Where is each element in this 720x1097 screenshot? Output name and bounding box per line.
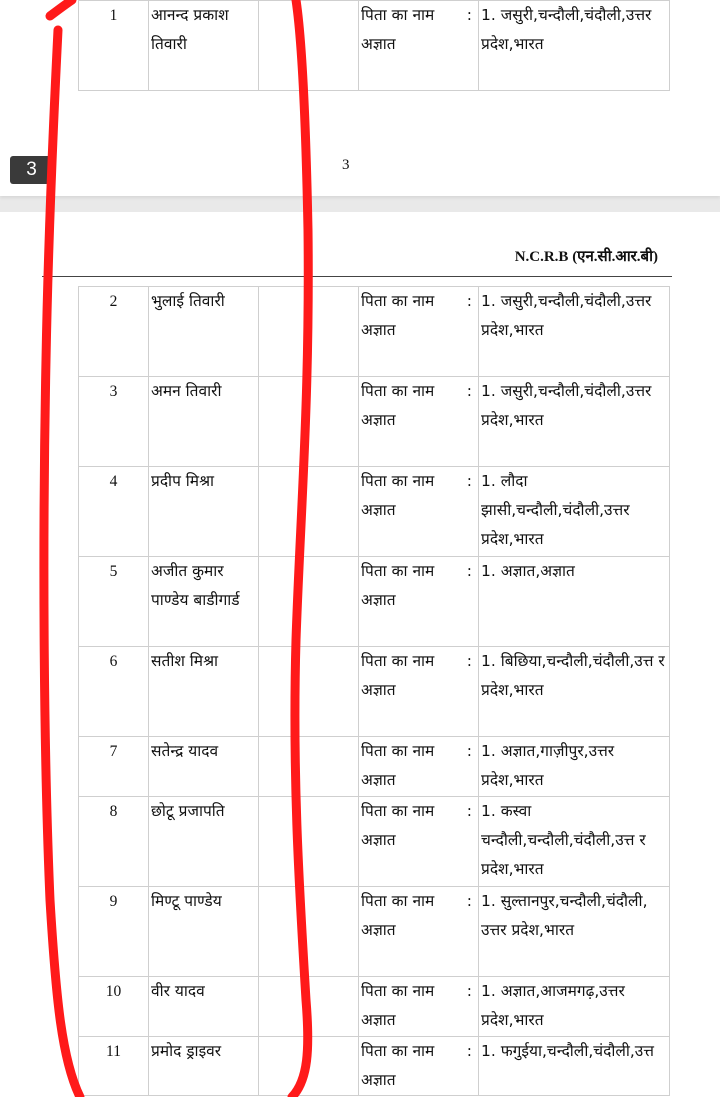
relation-label: पिता का नाम	[361, 292, 435, 310]
table-row	[79, 377, 670, 467]
records-table-top	[78, 0, 670, 91]
address: 1. बिछिया,चन्दौली,चंदौली,उत्त र प्रदेश,भारत	[479, 647, 670, 737]
page-number: 3	[342, 157, 350, 173]
address: 1. सुल्तानपुर,चन्दौली,चंदौली, उत्तर प्रदेश,भारत	[479, 887, 670, 977]
empty-cell	[259, 797, 359, 887]
address: 1. जसुरी,चन्दौली,चंदौली,उत्तर प्रदेश,भारत	[479, 287, 670, 377]
relation-label: पिता का नाम	[361, 892, 435, 910]
table-row	[79, 557, 670, 647]
person-name: सतीश मिश्रा	[149, 647, 259, 737]
address: 1. फगुईया,चन्दौली,चंदौली,उत्त	[479, 1037, 670, 1096]
relation-label: पिता का नाम	[361, 6, 435, 24]
relation-label: पिता का नाम	[361, 382, 435, 400]
relation-label: पिता का नाम	[361, 562, 435, 580]
relation-value: अज्ञात	[361, 1071, 396, 1089]
person-name: भुलाई तिवारी	[149, 287, 259, 377]
relation-cell	[359, 377, 479, 467]
empty-cell	[259, 1, 359, 91]
relation-label: पिता का नाम	[361, 1042, 435, 1060]
address: 1. अज्ञात,अज्ञात	[479, 557, 670, 647]
serial-number: 6	[79, 647, 149, 737]
table-row	[79, 887, 670, 977]
empty-cell	[259, 737, 359, 797]
relation-label: पिता का नाम	[361, 742, 435, 760]
empty-cell	[259, 377, 359, 467]
page-indicator-badge: 3	[10, 156, 53, 184]
table-row	[79, 287, 670, 377]
relation-colon: :	[466, 6, 472, 24]
relation-value: अज्ञात	[361, 321, 396, 339]
table-row	[79, 797, 670, 887]
relation-colon: :	[466, 802, 472, 820]
relation-colon: :	[466, 742, 472, 760]
relation-cell	[359, 1037, 479, 1096]
ncrb-header: N.C.R.B (एन.सी.आर.बी)	[514, 249, 658, 265]
table-row	[79, 737, 670, 797]
relation-value: अज्ञात	[361, 921, 396, 939]
serial-number: 1	[79, 1, 149, 91]
serial-number: 4	[79, 467, 149, 557]
relation-colon: :	[466, 982, 472, 1000]
empty-cell	[259, 887, 359, 977]
relation-cell	[359, 287, 479, 377]
person-name: प्रमोद ड्राइवर	[149, 1037, 259, 1096]
relation-value: अज्ञात	[361, 681, 396, 699]
relation-cell	[359, 647, 479, 737]
relation-label: पिता का नाम	[361, 982, 435, 1000]
address: 1. जसुरी,चन्दौली,चंदौली,उत्तर प्रदेश,भारत	[479, 377, 670, 467]
person-name: छोटू प्रजापति	[149, 797, 259, 887]
address: 1. जसुरी,चन्दौली,चंदौली,उत्तर प्रदेश,भारत	[479, 1, 670, 91]
person-name: प्रदीप मिश्रा	[149, 467, 259, 557]
serial-number: 2	[79, 287, 149, 377]
relation-value: अज्ञात	[361, 501, 396, 519]
relation-label: पिता का नाम	[361, 472, 435, 490]
relation-colon: :	[466, 382, 472, 400]
relation-label: पिता का नाम	[361, 652, 435, 670]
header-rule	[42, 276, 672, 277]
person-name: अजीत कुमार पाण्डेय बाडीगार्ड	[149, 557, 259, 647]
empty-cell	[259, 647, 359, 737]
person-name: वीर यादव	[149, 977, 259, 1037]
relation-value: अज्ञात	[361, 35, 396, 53]
address: 1. कस्वा चन्दौली,चन्दौली,चंदौली,उत्त र प्रदेश,भारत	[479, 797, 670, 887]
person-name: सतेन्द्र यादव	[149, 737, 259, 797]
serial-number: 3	[79, 377, 149, 467]
address: 1. लौदा झासी,चन्दौली,चंदौली,उत्तर प्रदेश,भारत	[479, 467, 670, 557]
relation-value: अज्ञात	[361, 591, 396, 609]
relation-cell	[359, 557, 479, 647]
address: 1. अज्ञात,गाज़ीपुर,उत्तर प्रदेश,भारत	[479, 737, 670, 797]
relation-value: अज्ञात	[361, 411, 396, 429]
serial-number: 7	[79, 737, 149, 797]
serial-number: 10	[79, 977, 149, 1037]
relation-colon: :	[466, 1042, 472, 1060]
address: 1. अज्ञात,आजमगढ़,उत्तर प्रदेश,भारत	[479, 977, 670, 1037]
table-row	[79, 1, 670, 91]
relation-value: अज्ञात	[361, 771, 396, 789]
relation-label: पिता का नाम	[361, 802, 435, 820]
relation-value: अज्ञात	[361, 831, 396, 849]
empty-cell	[259, 1037, 359, 1096]
serial-number: 11	[79, 1037, 149, 1096]
table-row	[79, 1037, 670, 1096]
person-name: आनन्द प्रकाश तिवारी	[149, 1, 259, 91]
relation-cell	[359, 977, 479, 1037]
relation-cell	[359, 737, 479, 797]
person-name: मिण्टू पाण्डेय	[149, 887, 259, 977]
serial-number: 8	[79, 797, 149, 887]
relation-colon: :	[466, 562, 472, 580]
relation-cell	[359, 797, 479, 887]
relation-colon: :	[466, 892, 472, 910]
person-name: अमन तिवारी	[149, 377, 259, 467]
relation-cell	[359, 467, 479, 557]
empty-cell	[259, 557, 359, 647]
empty-cell	[259, 467, 359, 557]
relation-cell	[359, 887, 479, 977]
table-row	[79, 977, 670, 1037]
records-table-bottom	[78, 286, 670, 1096]
relation-cell	[359, 1, 479, 91]
relation-colon: :	[466, 472, 472, 490]
relation-colon: :	[466, 652, 472, 670]
relation-colon: :	[466, 292, 472, 310]
table-row	[79, 467, 670, 557]
empty-cell	[259, 977, 359, 1037]
serial-number: 5	[79, 557, 149, 647]
table-row	[79, 647, 670, 737]
relation-value: अज्ञात	[361, 1011, 396, 1029]
empty-cell	[259, 287, 359, 377]
serial-number: 9	[79, 887, 149, 977]
